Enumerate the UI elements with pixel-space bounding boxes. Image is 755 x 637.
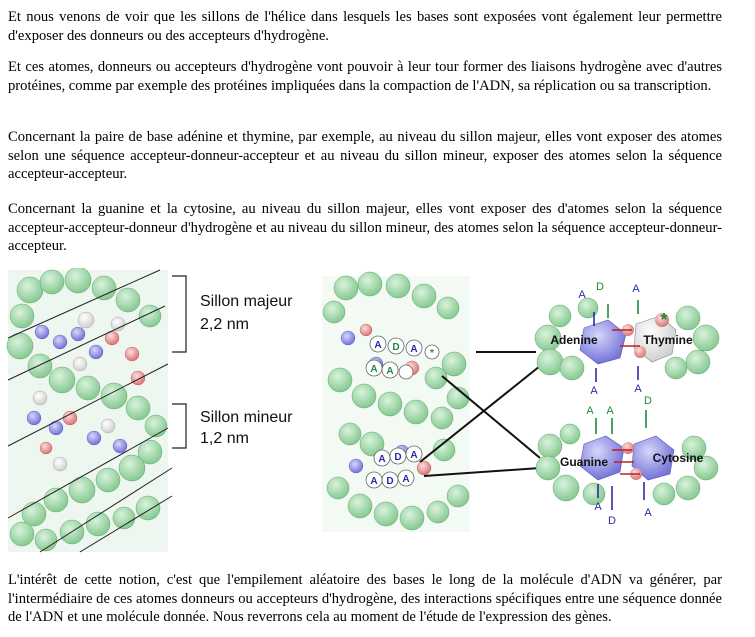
major-groove-size: 2,2 nm [200, 316, 249, 333]
helix-letter: A [378, 454, 386, 465]
middle-helix [322, 272, 470, 532]
helix-letter: D [392, 342, 400, 353]
gc-major-label: A [606, 405, 614, 417]
guanine-label: Guanine [559, 455, 609, 469]
at-minor-label: A [634, 383, 642, 395]
at-star: * [660, 310, 668, 330]
helix-letter: D [394, 452, 402, 463]
at-minor-label: A [590, 385, 598, 397]
helix-letter: A [370, 364, 378, 375]
adenine-label: Adenine [550, 333, 598, 347]
gc-minor-label: D [608, 515, 616, 527]
at-major-label: A [632, 283, 640, 295]
gc-minor-label: A [644, 507, 652, 519]
helix-letter: D [386, 476, 394, 487]
paragraph-proteins: Et ces atomes, donneurs ou accepteurs d'hydrogène vont pouvoir à leur tour former des liaisons hydrogène avec d'autres protéines, comme par exemple des protéines impliquées dans la compaction de l'ADN, sa réplication ou sa transcription. [8, 59, 722, 94]
cytosine-label: Cytosine [652, 451, 704, 465]
minor-groove-size: 1,2 nm [200, 430, 249, 447]
paragraph-adenine-thymine: Concernant la paire de base adénine et thymine, par exemple, au niveau du sillon majeur, elles vont exposer des atomes selon une séquence accepteur-donneur-accepteur et au niveau du sillon mineur, exposer des atomes selon la séquence accepteur-accepteur. [8, 129, 722, 182]
paragraph-conclusion: L'intérêt de cette notion, c'est que l'empilement aléatoire des bases le long de la molécule d'ADN va générer, par l'intermédiaire de ces atomes donneurs ou accepteurs d'hydrogène, des interactions spécifiques entre une séquence donnée de l'ADN et une molécule donnée. Nous reverrons cela au moment de l'étude de l'expression des gènes. [8, 572, 722, 625]
helix-letter: A [374, 340, 382, 351]
figure-svg [0, 268, 755, 558]
thymine-label: Thymine [643, 333, 693, 347]
gc-major-label: A [586, 405, 594, 417]
gc-base-pair [536, 395, 718, 527]
at-major-label: D [596, 281, 604, 293]
helix-letter: A [402, 474, 410, 485]
paragraph-guanine-cytosine: Concernant la guanine et la cytosine, au niveau du sillon majeur, elles vont exposer des d'atomes selon la séquence accepteur-accepteur-donneur d'hydrogène et au niveau du sillon mineur, des atomes selon la séquence accepteur-donneur-accepteur. [8, 201, 722, 254]
major-groove-label: Sillon majeur [200, 293, 293, 310]
minor-groove-label: Sillon mineur [200, 409, 293, 426]
helix-star: * [430, 348, 434, 359]
paragraph-intro: Et nous venons de voir que les sillons de l'hélice dans lesquels les bases sont exposées vont également leur permettre d'exposer des donneurs ou des accepteurs d'hydrogène. [8, 9, 722, 44]
at-base-pair [535, 281, 719, 397]
gc-minor-label: A [594, 501, 602, 513]
helix-letter: A [370, 476, 378, 487]
helix-letter: A [386, 366, 394, 377]
helix-letter: A [410, 344, 418, 355]
helix-letter: A [410, 450, 418, 461]
gc-major-label: D [644, 395, 652, 407]
left-helix [7, 268, 186, 552]
dna-groove-figure [0, 268, 755, 558]
at-major-label: A [578, 289, 586, 301]
